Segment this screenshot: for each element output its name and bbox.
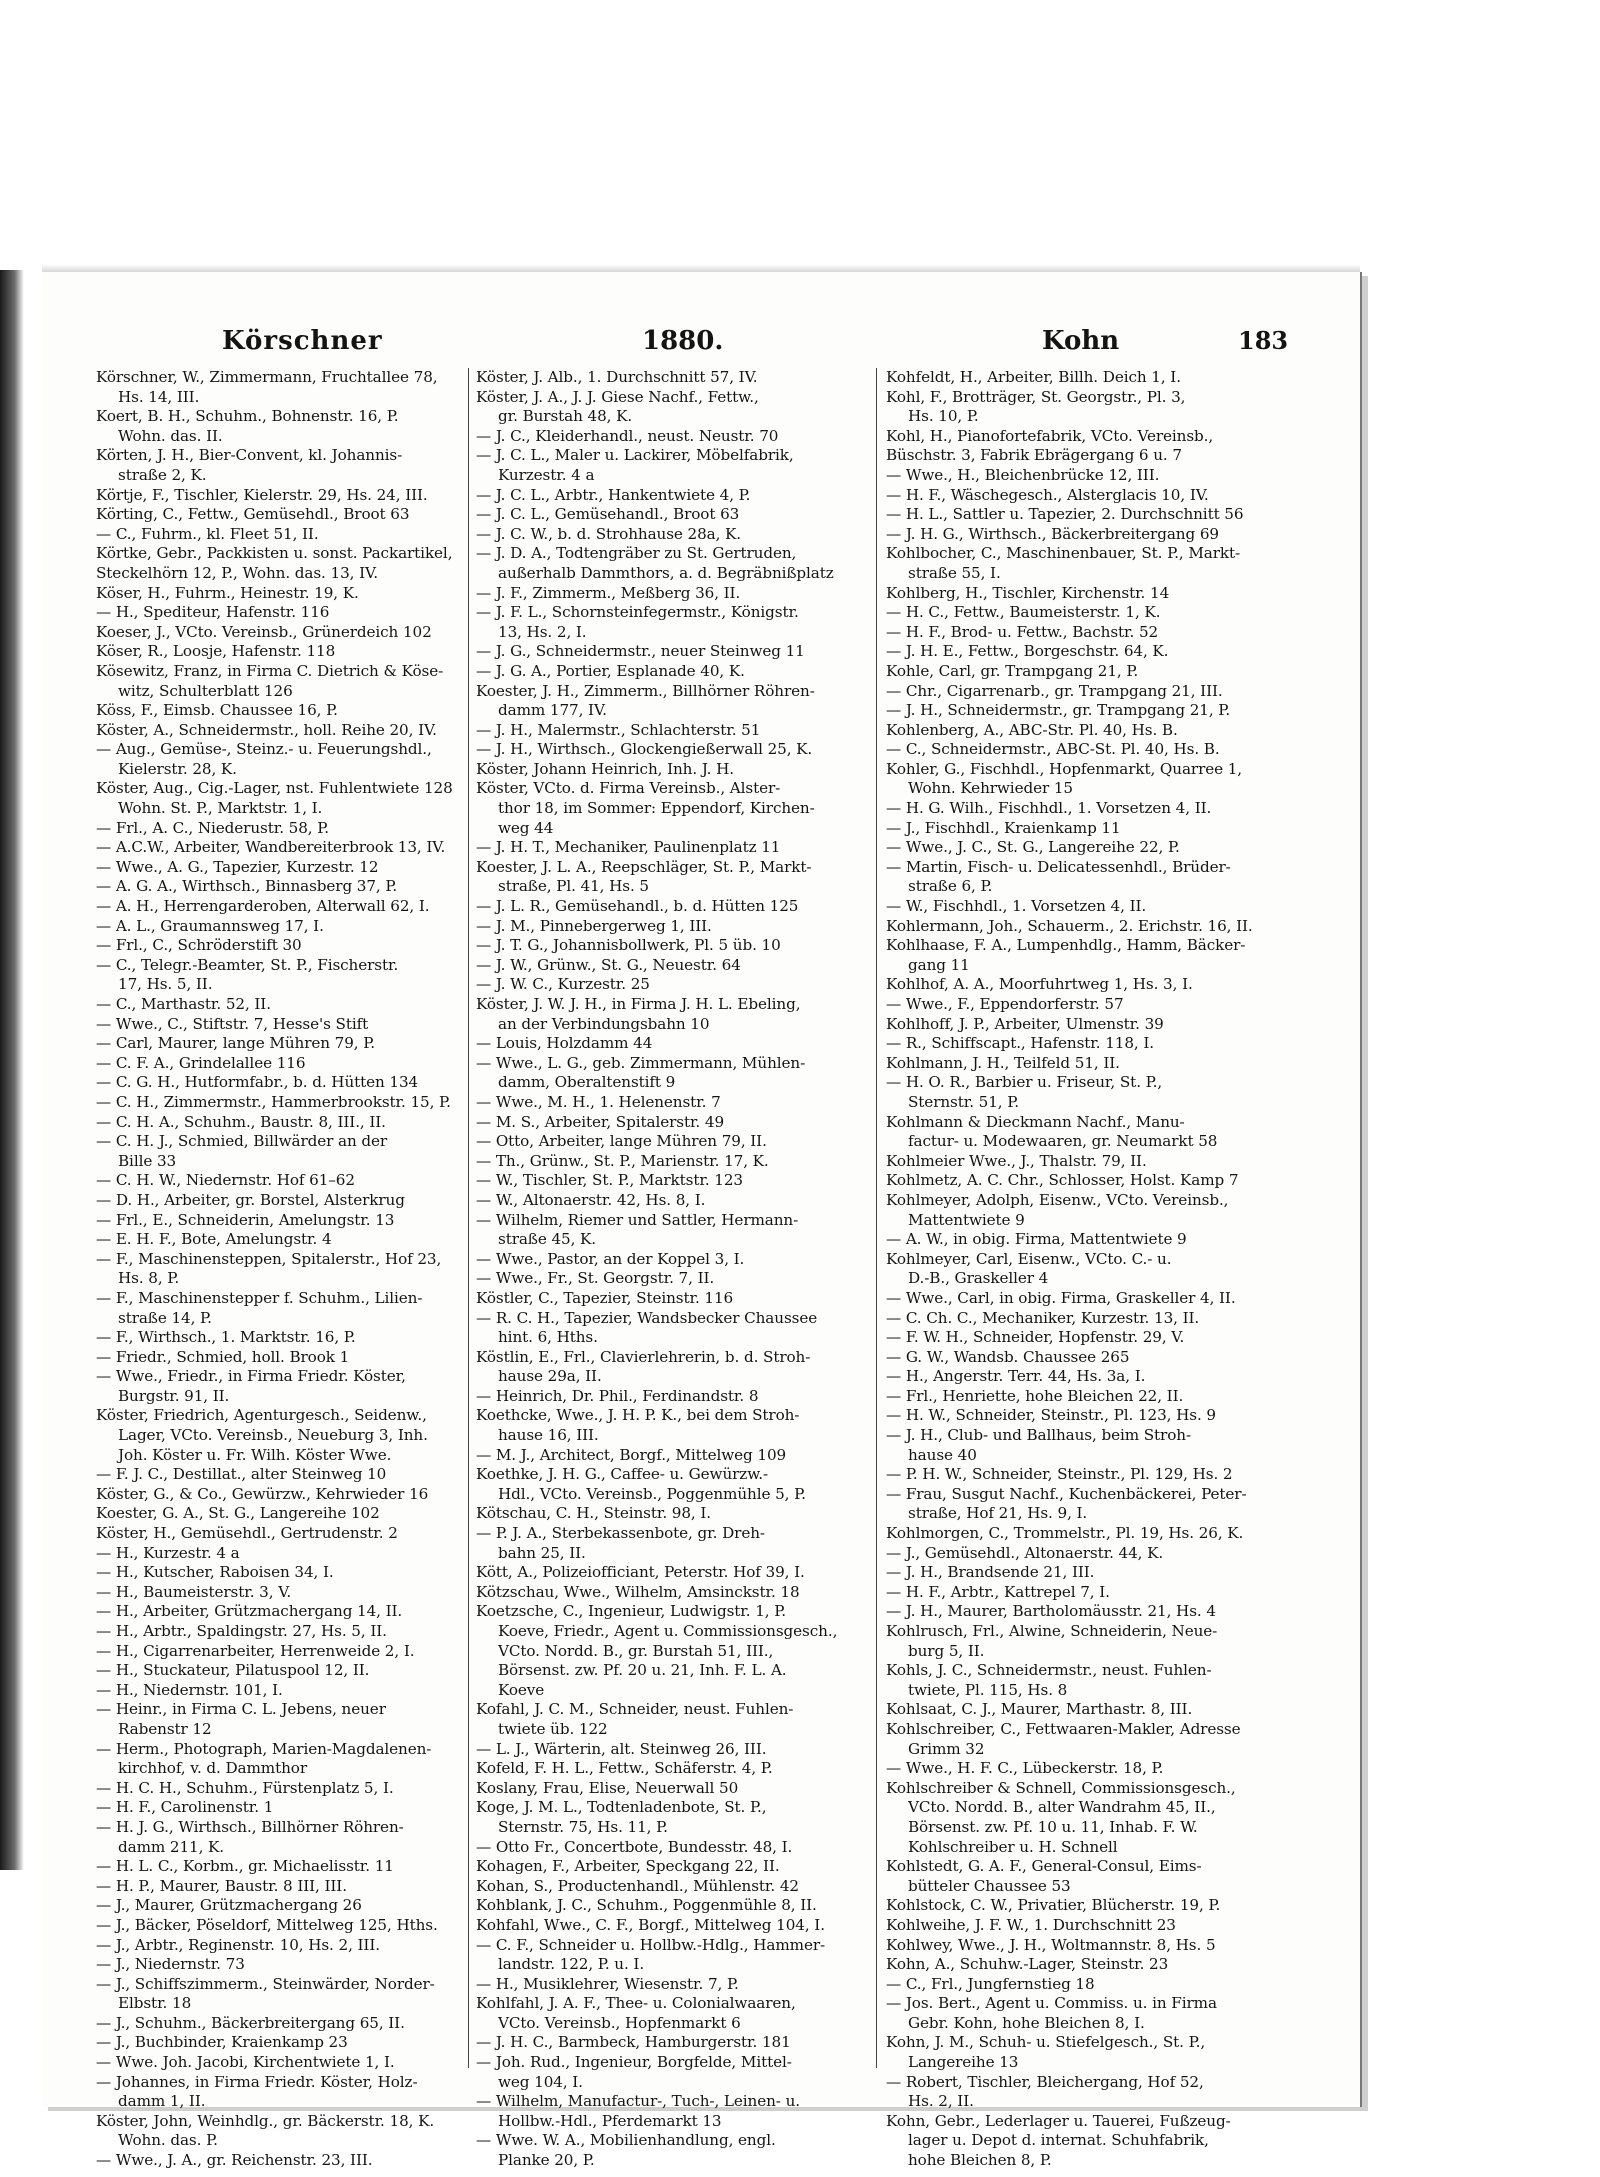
directory-entry-line: Joh. Köster u. Fr. Wilh. Köster Wwe.: [118, 1445, 392, 1464]
directory-entry-line: — Robert, Tischler, Bleichergang, Hof 52,: [886, 2072, 1204, 2091]
directory-entry-line: — Otto, Arbeiter, lange Mühren 79, II.: [476, 1132, 767, 1151]
directory-entry-line: — Wwe., H. F. C., Lübeckerstr. 18, P.: [886, 1759, 1164, 1778]
directory-entry-line: Kohfahl, Wwe., C. F., Borgf., Mittelweg 104, I.: [476, 1915, 825, 1934]
directory-entry-line: Mattentwiete 9: [908, 1210, 1025, 1229]
directory-entry-line: — J., Fischhdl., Kraienkamp 11: [886, 818, 1121, 837]
directory-entry-line: — F. W. H., Schneider, Hopfenstr. 29, V.: [886, 1328, 1185, 1347]
directory-entry-line: Köster, VCto. d. Firma Vereinsb., Alster-: [476, 779, 781, 798]
directory-entry-line: — H., Arbeiter, Grützmachergang 14, II.: [96, 1602, 403, 1621]
directory-entry-line: D.-B., Graskeller 4: [908, 1269, 1049, 1288]
directory-entry-line: — P. H. W., Schneider, Steinstr., Pl. 129, Hs. 2: [886, 1465, 1233, 1484]
directory-entry-line: Wohn. Kehrwieder 15: [908, 779, 1073, 798]
directory-entry-line: Kohlhoff, J. P., Arbeiter, Ulmenstr. 39: [886, 1014, 1164, 1033]
header-right-catchword: Kohn: [1042, 326, 1120, 356]
directory-entry-line: — H. F., Brod- u. Fettw., Bachstr. 52: [886, 622, 1159, 641]
directory-entry-line: — Wwe. W. A., Mobilienhandlung, engl.: [476, 2131, 776, 2150]
directory-entry-line: — J. H., Malermstr., Schlachterstr. 51: [476, 720, 761, 739]
column-divider: [876, 368, 877, 2068]
directory-entry-line: Kohlmorgen, C., Trommelstr., Pl. 19, Hs. 26, K.: [886, 1524, 1244, 1543]
directory-entry-line: — J. D. A., Todtengräber zu St. Gertruden,: [476, 544, 797, 563]
directory-entry-line: Kohlstedt, G. A. F., General-Consul, Eims-: [886, 1857, 1202, 1876]
directory-entry-line: Körten, J. H., Bier-Convent, kl. Johannis-: [96, 446, 403, 465]
directory-entry-line: — J. H., Maurer, Bartholomäusstr. 21, Hs. 4: [886, 1602, 1216, 1621]
directory-entry-line: — Frl., A. C., Niederustr. 58, P.: [96, 818, 330, 837]
directory-entry-line: — Wwe., J. A., gr. Reichenstr. 23, III.: [96, 2151, 373, 2170]
directory-entry-line: Burgstr. 91, II.: [118, 1386, 230, 1405]
directory-entry-line: straße, Pl. 41, Hs. 5: [498, 877, 649, 896]
directory-entry-line: — H., Baumeisterstr. 3, V.: [96, 1582, 292, 1601]
directory-entry-line: — C. H., Zimmermstr., Hammerbrookstr. 15, P.: [96, 1092, 451, 1111]
directory-entry-line: Koeve, Friedr., Agent u. Commissionsgesch.,: [498, 1622, 838, 1640]
directory-entry-line: Sternstr. 51, P.: [908, 1092, 1020, 1111]
directory-entry-line: — J. G. A., Portier, Esplanade 40, K.: [476, 661, 745, 680]
directory-entry-line: Köser, H., Fuhrm., Heinestr. 19, K.: [96, 583, 359, 602]
directory-entry-line: witz, Schulterblatt 126: [118, 681, 293, 700]
directory-entry-line: — Wwe., J. C., St. G., Langereihe 22, P.: [886, 838, 1180, 857]
directory-entry-line: Köster, John, Weinhdlg., gr. Bäckerstr. 18, K.: [96, 2111, 435, 2130]
directory-entry-line: — H. C., Fettw., Baumeisterstr. 1, K.: [886, 603, 1161, 622]
directory-entry-line: — J., Schiffszimmerm., Steinwärder, Norder-: [96, 1974, 435, 1993]
directory-entry-line: — H. O. R., Barbier u. Friseur, St. P.,: [886, 1073, 1163, 1092]
directory-entry-line: bahn 25, II.: [498, 1543, 586, 1562]
directory-entry-line: Wohn. das. P.: [118, 2131, 218, 2150]
directory-entry-line: — R., Schiffscapt., Hafenstr. 118, I.: [886, 1034, 1154, 1053]
directory-entry-line: — J. H., Brandsende 21, III.: [886, 1563, 1095, 1582]
directory-entry-line: Kohle, Carl, gr. Trampgang 21, P.: [886, 661, 1139, 680]
directory-entry-line: Kohblank, J. C., Schuhm., Poggenmühle 8, II.: [476, 1896, 817, 1915]
directory-entry-line: VCto. Nordd. B., gr. Burstah 51, III.,: [498, 1641, 774, 1660]
directory-entry-line: — Wwe., Carl, in obig. Firma, Graskeller 4, II.: [886, 1288, 1236, 1307]
directory-entry-line: — Wwe., Pastor, an der Koppel 3, I.: [476, 1249, 745, 1268]
directory-entry-line: — Wilhelm, Riemer und Sattler, Hermann-: [476, 1210, 799, 1229]
directory-entry-line: — L. J., Wärterin, alt. Steinweg 26, III.: [476, 1739, 767, 1758]
directory-entry-line: Hollbw.-Hdl., Pferdemarkt 13: [498, 2111, 722, 2130]
directory-entry-line: — W., Fischhdl., 1. Vorsetzen 4, II.: [886, 897, 1147, 916]
directory-entry-line: Börsenst. zw. Pf. 20 u. 21, Inh. F. L. A.: [498, 1661, 787, 1680]
directory-entry-line: Kurzestr. 4 a: [498, 465, 595, 484]
directory-entry-line: Hs. 10, P.: [908, 407, 979, 426]
directory-entry-line: Kohler, G., Fischhdl., Hopfenmarkt, Quarree 1,: [886, 759, 1243, 778]
directory-entry-line: — J. H., Schneidermstr., gr. Trampgang 21, P.: [886, 701, 1231, 720]
directory-entry-line: Koester, J. L. A., Reepschläger, St. P., Markt-: [476, 857, 812, 876]
directory-entry-line: — H., Spediteur, Hafenstr. 116: [96, 603, 330, 622]
page-number: 183: [1238, 326, 1289, 355]
directory-entry-line: Planke 20, P.: [498, 2151, 595, 2170]
directory-entry-line: Köss, F., Eimsb. Chaussee 16, P.: [96, 701, 338, 720]
directory-entry-line: Kösewitz, Franz, in Firma C. Dietrich & Köse-: [96, 661, 444, 680]
directory-entry-line: factur- u. Modewaaren, gr. Neumarkt 58: [908, 1132, 1218, 1151]
directory-entry-line: — C. H. W., Niedernstr. Hof 61–62: [96, 1171, 355, 1190]
directory-entry-line: — D. H., Arbeiter, gr. Borstel, Alsterkrug: [96, 1190, 405, 1209]
directory-entry-line: — J. W. C., Kurzestr. 25: [476, 975, 650, 994]
directory-entry-line: Körtke, Gebr., Packkisten u. sonst. Packartikel,: [96, 544, 453, 563]
directory-entry-line: — J. H. E., Fettw., Borgeschstr. 64, K.: [886, 642, 1169, 661]
directory-entry-line: — H. G. Wilh., Fischhdl., 1. Vorsetzen 4, II.: [886, 799, 1212, 818]
directory-entry-line: Kohfeldt, H., Arbeiter, Billh. Deich 1, I.: [886, 368, 1181, 386]
directory-entry-line: Kohlstock, C. W., Privatier, Blücherstr. 19, P.: [886, 1896, 1221, 1915]
directory-entry-line: Kohlwey, Wwe., J. H., Woltmannstr. 8, Hs. 5: [886, 1935, 1216, 1954]
directory-entry-line: — C., Fuhrm., kl. Fleet 51, II.: [96, 524, 319, 543]
directory-entry-line: Lager, VCto. Vereinsb., Neueburg 3, Inh.: [118, 1426, 428, 1445]
directory-entry-line: Köster, Friedrich, Agenturgesch., Seidenw.,: [96, 1406, 427, 1425]
directory-entry-line: Kohlfahl, J. A. F., Thee- u. Colonialwaaren,: [476, 1994, 796, 2013]
directory-entry-line: — J. H., Club- und Ballhaus, beim Stroh-: [886, 1426, 1191, 1445]
directory-entry-line: straße 55, I.: [908, 563, 1001, 582]
directory-entry-line: gr. Burstah 48, K.: [498, 407, 633, 426]
directory-entry-line: straße 45, K.: [498, 1230, 597, 1249]
directory-entry-line: — C., Frl., Jungfernstieg 18: [886, 1974, 1095, 1993]
directory-entry-line: — J. C. W., b. d. Strohhause 28a, K.: [476, 524, 742, 543]
directory-entry-line: — Herm., Photograph, Marien-Magdalenen-: [96, 1739, 432, 1758]
directory-entry-line: — Joh. Rud., Ingenieur, Borgfelde, Mittel-: [476, 2053, 792, 2072]
directory-entry-line: twiete, Pl. 115, Hs. 8: [908, 1680, 1068, 1699]
directory-entry-line: Koetzsche, C., Ingenieur, Ludwigstr. 1, P.: [476, 1602, 787, 1621]
directory-entry-line: Kohlweihe, J. F. W., 1. Durchschnitt 23: [886, 1915, 1176, 1934]
directory-entry-line: Kohls, J. C., Schneidermstr., neust. Fuhlen-: [886, 1661, 1212, 1680]
directory-entry-line: Koeser, J., VCto. Vereinsb., Grünerdeich 102: [96, 622, 432, 641]
directory-entry-line: — Wilhelm, Manufactur-, Tuch-, Leinen- u.: [476, 2092, 800, 2111]
directory-entry-line: Rabenstr 12: [118, 1719, 212, 1738]
directory-entry-line: — A. W., in obig. Firma, Mattentwiete 9: [886, 1230, 1187, 1249]
directory-entry-line: — Martin, Fisch- u. Delicatessenhdl., Brüder-: [886, 857, 1231, 876]
directory-entry-line: Kohlmeyer, Carl, Eisenw., VCto. C.- u.: [886, 1249, 1172, 1268]
directory-entry-line: — J. W., Grünw., St. G., Neuestr. 64: [476, 955, 741, 974]
directory-entry-line: — H. P., Maurer, Baustr. 8 III, III.: [96, 1876, 347, 1895]
directory-entry-line: damm, Oberaltenstift 9: [498, 1073, 676, 1092]
directory-entry-line: straße 6, P.: [908, 877, 993, 896]
directory-entry-line: Langereihe 13: [908, 2053, 1019, 2072]
directory-entry-line: — J. H. T., Mechaniker, Paulinenplatz 11: [476, 838, 781, 857]
directory-entry-line: Wohn. das. II.: [118, 426, 223, 445]
directory-entry-line: Kohlhof, A. A., Moorfuhrtweg 1, Hs. 3, I.: [886, 975, 1193, 994]
directory-entry-line: — H. C. H., Schuhm., Fürstenplatz 5, I.: [96, 1778, 394, 1797]
directory-entry-line: weg 44: [498, 818, 554, 837]
directory-entry-line: — J. C. L., Gemüsehandl., Broot 63: [476, 505, 740, 524]
directory-entry-line: straße 2, K.: [118, 465, 207, 484]
directory-entry-line: — J., Bäcker, Pöseldorf, Mittelweg 125, Hths.: [96, 1915, 438, 1934]
directory-entry-line: Bille 33: [118, 1151, 177, 1170]
directory-entry-line: — Frl., Henriette, hohe Bleichen 22, II.: [886, 1386, 1184, 1405]
directory-entry-line: Köster, J. Alb., 1. Durchschnitt 57, IV.: [476, 368, 758, 386]
directory-entry-line: — H., Kurzestr. 4 a: [96, 1543, 240, 1562]
directory-entry-line: Kielerstr. 28, K.: [118, 759, 237, 778]
directory-entry-line: — Wwe. Joh. Jacobi, Kirchentwiete 1, I.: [96, 2053, 395, 2072]
directory-entry-line: — Louis, Holzdamm 44: [476, 1034, 653, 1053]
directory-entry-line: Börsenst. zw. Pf. 10 u. 11, Inhab. F. W.: [908, 1817, 1198, 1836]
directory-column-3: [886, 368, 1261, 2170]
directory-entry-line: landstr. 122, P. u. I.: [498, 1955, 645, 1974]
directory-entry-line: — H. F., Carolinenstr. 1: [96, 1798, 274, 1817]
directory-entry-line: Kohlrusch, Frl., Alwine, Schneiderin, Neue-: [886, 1622, 1218, 1640]
directory-column-2: [476, 368, 851, 2170]
directory-entry-line: — J., Gemüsehdl., Altonaerstr. 44, K.: [886, 1543, 1164, 1562]
directory-entry-line: — J. C. L., Maler u. Lackirer, Möbelfabrik,: [476, 446, 794, 465]
directory-entry-line: — C. H. A., Schuhm., Baustr. 8, III., II.: [96, 1112, 386, 1131]
directory-entry-line: — P. J. A., Sterbekassenbote, gr. Dreh-: [476, 1524, 765, 1543]
directory-entry-line: Kohlbocher, C., Maschinenbauer, St. P., Markt-: [886, 544, 1241, 563]
directory-entry-line: an der Verbindungsbahn 10: [498, 1014, 710, 1033]
directory-entry-line: — J. T. G., Johannisbollwerk, Pl. 5 üb. 10: [476, 936, 781, 955]
directory-entry-line: Koethke, J. H. G., Caffee- u. Gewürzw.-: [476, 1465, 769, 1484]
directory-entry-line: — Wwe., H., Bleichenbrücke 12, III.: [886, 465, 1160, 484]
directory-entry-line: Kött, A., Polizeiofficiant, Peterstr. Hof 39, I.: [476, 1563, 805, 1582]
directory-entry-line: VCto. Vereinsb., Hopfenmarkt 6: [498, 2013, 741, 2032]
directory-entry-line: Köser, R., Loosje, Hafenstr. 118: [96, 642, 336, 661]
directory-entry-line: — Wwe., Friedr., in Firma Friedr. Köster,: [96, 1367, 406, 1386]
directory-entry-line: — H., Stuckateur, Pilatuspool 12, II.: [96, 1661, 370, 1680]
directory-entry-line: Kohlmeier Wwe., J., Thalstr. 79, II.: [886, 1151, 1147, 1170]
directory-entry-line: — Wwe., F., Eppendorferstr. 57: [886, 995, 1124, 1013]
directory-entry-line: — C. F. A., Grindelallee 116: [96, 1053, 306, 1072]
directory-entry-line: Kohn, Gebr., Lederlager u. Tauerei, Fußzeug-: [886, 2111, 1231, 2130]
directory-entry-line: — Heinrich, Dr. Phil., Ferdinandstr. 8: [476, 1386, 759, 1405]
directory-entry-line: — W., Tischler, St. P., Marktstr. 123: [476, 1171, 743, 1190]
directory-entry-line: — M. S., Arbeiter, Spitalerstr. 49: [476, 1112, 725, 1131]
directory-entry-line: Kohlhaase, F. A., Lumpenhdlg., Hamm, Bäcker-: [886, 936, 1246, 955]
directory-entry-line: Kohlmann, J. H., Teilfeld 51, II.: [886, 1053, 1120, 1072]
directory-entry-line: — H., Niedernstr. 101, I.: [96, 1680, 283, 1699]
directory-entry-line: — J. G., Schneidermstr., neuer Steinweg 11: [476, 642, 805, 661]
directory-entry-line: Hs. 2, II.: [908, 2092, 974, 2111]
directory-entry-line: — J., Maurer, Grützmachergang 26: [96, 1896, 362, 1915]
directory-entry-line: Köster, G., & Co., Gewürzw., Kehrwieder 16: [96, 1484, 429, 1503]
directory-entry-line: 13, Hs. 2, I.: [498, 622, 587, 641]
directory-entry-line: Köstler, C., Tapezier, Steinstr. 116: [476, 1288, 734, 1307]
directory-entry-line: Büschstr. 3, Fabrik Ebrägergang 6 u. 7: [886, 446, 1182, 465]
directory-entry-line: Koethcke, Wwe., J. H. P. K., bei dem Stroh-: [476, 1406, 800, 1425]
directory-entry-line: straße, Hof 21, Hs. 9, I.: [908, 1504, 1088, 1523]
directory-entry-line: Köster, H., Gemüsehdl., Gertrudenstr. 2: [96, 1524, 398, 1543]
directory-entry-line: burg 5, II.: [908, 1641, 985, 1660]
directory-entry-line: damm 177, IV.: [498, 701, 607, 720]
directory-entry-line: hint. 6, Hths.: [498, 1328, 598, 1347]
directory-entry-line: — C. H. J., Schmied, Billwärder an der: [96, 1132, 388, 1151]
directory-entry-line: — J. F., Zimmerm., Meßberg 36, II.: [476, 583, 741, 602]
directory-entry-line: — F., Wirthsch., 1. Marktstr. 16, P.: [96, 1328, 356, 1347]
directory-entry-line: Kohan, S., Productenhandl., Mühlenstr. 42: [476, 1876, 799, 1895]
directory-entry-line: — Friedr., Schmied, holl. Brook 1: [96, 1347, 350, 1366]
header-year: 1880.: [642, 326, 724, 356]
page-top-edge: [42, 264, 1360, 272]
directory-entry-line: Körting, C., Fettw., Gemüsehdl., Broot 63: [96, 505, 410, 524]
directory-entry-line: — H., Angerstr. Terr. 44, Hs. 3a, I.: [886, 1367, 1146, 1386]
directory-entry-line: kirchhof, v. d. Dammthor: [118, 1759, 307, 1778]
directory-entry-line: Kohlmetz, A. C. Chr., Schlosser, Holst. Kamp 7: [886, 1171, 1239, 1190]
directory-entry-line: Kohlberg, H., Tischler, Kirchenstr. 14: [886, 583, 1170, 602]
directory-column-1: [96, 368, 471, 2170]
directory-entry-line: — Frl., E., Schneiderin, Amelungstr. 13: [96, 1210, 395, 1229]
left-page-edge-shadow: [0, 270, 24, 1870]
directory-entry-line: Elbstr. 18: [118, 1994, 192, 2013]
directory-entry-line: — J. L. R., Gemüsehandl., b. d. Hütten 125: [476, 897, 799, 916]
directory-entry-line: — C., Schneidermstr., ABC-St. Pl. 40, Hs. B.: [886, 740, 1220, 759]
directory-entry-line: — A. G. A., Wirthsch., Binnasberg 37, P.: [96, 877, 398, 896]
directory-entry-line: — E. H. F., Bote, Amelungstr. 4: [96, 1230, 332, 1249]
directory-entry-line: Koester, J. H., Zimmerm., Billhörner Röhren-: [476, 681, 815, 700]
directory-entry-line: Körschner, W., Zimmermann, Fruchtallee 78,: [96, 368, 438, 386]
directory-entry-line: — J., Arbtr., Reginenstr. 10, Hs. 2, III.: [96, 1935, 380, 1954]
directory-entry-line: — H. L. C., Korbm., gr. Michaelisstr. 11: [96, 1857, 394, 1876]
directory-entry-line: Koert, B. H., Schuhm., Bohnenstr. 16, P.: [96, 407, 399, 426]
directory-entry-line: — Frau, Susgut Nachf., Kuchenbäckerei, Peter-: [886, 1484, 1247, 1503]
directory-entry-line: Köster, Johann Heinrich, Inh. J. H.: [476, 759, 734, 778]
directory-entry-line: — Frl., C., Schröderstift 30: [96, 936, 302, 955]
directory-entry-line: — J. F. L., Schornsteinfegermstr., Königstr.: [476, 603, 799, 622]
directory-entry-line: — Wwe., Fr., St. Georgstr. 7, II.: [476, 1269, 715, 1288]
directory-entry-line: — A. H., Herrengarderoben, Alterwall 62, I.: [96, 897, 430, 916]
directory-entry-line: — H. J. G., Wirthsch., Billhörner Röhren-: [96, 1817, 404, 1836]
directory-entry-line: — Carl, Maurer, lange Mühren 79, P.: [96, 1034, 375, 1053]
directory-entry-line: — C., Marthastr. 52, II.: [96, 995, 271, 1013]
directory-entry-line: — H. W., Schneider, Steinstr., Pl. 123, Hs. 9: [886, 1406, 1216, 1425]
directory-entry-line: bütteler Chaussee 53: [908, 1876, 1071, 1895]
directory-entry-line: — Aug., Gemüse-, Steinz.- u. Feuerungshdl.,: [96, 740, 432, 759]
directory-entry-line: weg 104, I.: [498, 2072, 583, 2091]
directory-entry-line: — Wwe., L. G., geb. Zimmermann, Mühlen-: [476, 1053, 806, 1072]
directory-entry-line: — H., Kutscher, Raboisen 34, I.: [96, 1563, 334, 1582]
directory-entry-line: Kötzschau, Wwe., Wilhelm, Amsinckstr. 18: [476, 1582, 800, 1601]
directory-entry-line: Köster, A., Schneidermstr., holl. Reihe 20, IV.: [96, 720, 437, 739]
directory-entry-line: — Heinr., in Firma C. L. Jebens, neuer: [96, 1700, 386, 1719]
directory-entry-line: Steckelhörn 12, P., Wohn. das. 13, IV.: [96, 563, 378, 582]
directory-entry-line: — C. F., Schneider u. Hollbw.-Hdlg., Hammer-: [476, 1935, 826, 1954]
directory-entry-line: — J., Buchbinder, Kraienkamp 23: [96, 2033, 348, 2052]
directory-entry-line: — H. F., Arbtr., Kattrepel 7, I.: [886, 1582, 1110, 1601]
directory-entry-line: hause 16, III.: [498, 1426, 599, 1445]
directory-entry-line: Hs. 14, III.: [118, 387, 200, 406]
directory-entry-line: — J. C., Kleiderhandl., neust. Neustr. 70: [476, 426, 779, 445]
directory-entry-line: VCto. Nordd. B., alter Wandrahm 45, II.,: [908, 1798, 1216, 1817]
directory-entry-line: Kohlschreiber, C., Fettwaaren-Makler, Adresse: [886, 1719, 1241, 1738]
directory-entry-line: — Johannes, in Firma Friedr. Köster, Holz-: [96, 2072, 418, 2091]
directory-entry-line: — J. H., Wirthsch., Glockengießerwall 25, K.: [476, 740, 813, 759]
directory-entry-line: Gebr. Kohn, hohe Bleichen 8, I.: [908, 2013, 1145, 2032]
directory-entry-line: Körtje, F., Tischler, Kielerstr. 29, Hs. 24, III.: [96, 485, 428, 504]
directory-entry-line: — H., Arbtr., Spaldingstr. 27, Hs. 5, II.: [96, 1622, 387, 1640]
directory-entry-line: — J. H. G., Wirthsch., Bäckerbreitergang 69: [886, 524, 1219, 543]
directory-entry-line: — H., Cigarrenarbeiter, Herrenweide 2, I.: [96, 1641, 415, 1660]
directory-entry-line: hause 40: [908, 1445, 977, 1464]
directory-entry-line: — J., Niedernstr. 73: [96, 1955, 245, 1974]
directory-entry-line: Koge, J. M. L., Todtenladenbote, St. P.,: [476, 1798, 767, 1817]
directory-entry-line: — C. G. H., Hutformfabr., b. d. Hütten 134: [96, 1073, 419, 1092]
directory-entry-line: Hdl., VCto. Vereinsb., Poggenmühle 5, P.: [498, 1484, 806, 1503]
directory-entry-line: — H., Musiklehrer, Wiesenstr. 7, P.: [476, 1974, 739, 1993]
directory-entry-line: hohe Bleichen 8, P.: [908, 2151, 1052, 2170]
directory-entry-line: Köster, J. A., J. J. Giese Nachf., Fettw.,: [476, 387, 759, 406]
directory-entry-line: Kohlsaat, C. J., Maurer, Marthastr. 8, III.: [886, 1700, 1193, 1719]
directory-entry-line: Kohlschreiber & Schnell, Commissionsgesch.,: [886, 1778, 1236, 1797]
directory-entry-line: — F., Maschinensteppen, Spitalerstr., Hof 23,: [96, 1249, 442, 1268]
directory-entry-line: twiete üb. 122: [498, 1719, 608, 1738]
directory-entry-line: straße 14, P.: [118, 1308, 212, 1327]
directory-entry-line: — M. J., Architect, Borgf., Mittelweg 109: [476, 1445, 787, 1464]
directory-entry-line: damm 1, II.: [118, 2092, 206, 2111]
directory-entry-line: — J. C. L., Arbtr., Hankentwiete 4, P.: [476, 485, 751, 504]
directory-entry-line: thor 18, im Sommer: Eppendorf, Kirchen-: [498, 799, 815, 818]
directory-entry-line: — J. M., Pinnebergerweg 1, III.: [476, 916, 712, 935]
directory-entry-line: Koslany, Frau, Elise, Neuerwall 50: [476, 1778, 739, 1797]
directory-entry-line: — Chr., Cigarrenarb., gr. Trampgang 21, III.: [886, 681, 1223, 700]
directory-entry-line: Koeve: [498, 1680, 545, 1699]
directory-entry-line: — Otto Fr., Concertbote, Bundesstr. 48, I.: [476, 1837, 793, 1856]
directory-entry-line: hause 29a, II.: [498, 1367, 602, 1386]
directory-entry-line: Kohlmeyer, Adolph, Eisenw., VCto. Vereinsb.,: [886, 1190, 1229, 1209]
directory-entry-line: außerhalb Dammthors, a. d. Begräbnißplatz: [498, 563, 834, 582]
page-header: [42, 326, 1289, 366]
directory-entry-line: — F. J. C., Destillat., alter Steinweg 10: [96, 1465, 387, 1484]
directory-entry-line: — Th., Grünw., St. P., Marienstr. 17, K.: [476, 1151, 769, 1170]
directory-entry-line: — Wwe., A. G., Tapezier, Kurzestr. 12: [96, 857, 379, 876]
directory-entry-line: — Wwe., C., Stiftstr. 7, Hesse's Stift: [96, 1014, 369, 1033]
directory-entry-line: — J. H. C., Barmbeck, Hamburgerstr. 181: [476, 2033, 791, 2052]
directory-entry-line: lager u. Depot d. internat. Schuhfabrik,: [908, 2131, 1209, 2150]
directory-entry-line: Köster, Aug., Cig.-Lager, nst. Fuhlentwiete 128: [96, 779, 453, 798]
directory-entry-line: — Jos. Bert., Agent u. Commiss. u. in Firma: [886, 1994, 1217, 2013]
directory-entry-line: Köstlin, E., Frl., Clavierlehrerin, b. d. Stroh-: [476, 1347, 811, 1366]
header-left-catchword: Körschner: [222, 326, 383, 356]
directory-entry-line: — A. L., Graumannsweg 17, I.: [96, 916, 324, 935]
directory-entry-line: — A.C.W., Arbeiter, Wandbereiterbrook 13, IV.: [96, 838, 446, 857]
directory-entry-line: — F., Maschinenstepper f. Schuhm., Lilien-: [96, 1288, 423, 1307]
directory-entry-line: — C. Ch. C., Mechaniker, Kurzestr. 13, II.: [886, 1308, 1200, 1327]
directory-entry-line: 17, Hs. 5, II.: [118, 975, 213, 994]
directory-entry-line: — H. L., Sattler u. Tapezier, 2. Durchschnitt 56: [886, 505, 1244, 524]
directory-entry-line: damm 211, K.: [118, 1837, 225, 1856]
directory-entry-line: Kohagen, F., Arbeiter, Speckgang 22, II.: [476, 1857, 780, 1876]
directory-entry-line: Wohn. St. P., Marktstr. 1, I.: [118, 799, 323, 818]
directory-entry-line: Hs. 8, P.: [118, 1269, 180, 1288]
directory-entry-line: Kofeld, F. H. L., Fettw., Schäferstr. 4, P.: [476, 1759, 773, 1778]
directory-entry-line: — H. F., Wäschegesch., Alsterglacis 10, IV.: [886, 485, 1209, 504]
directory-entry-line: — Wwe., M. H., 1. Helenenstr. 7: [476, 1092, 721, 1111]
directory-entry-line: Kofahl, J. C. M., Schneider, neust. Fuhlen-: [476, 1700, 794, 1719]
directory-entry-line: Köster, J. W. J. H., in Firma J. H. L. Ebeling,: [476, 995, 801, 1013]
directory-entry-line: Kohl, H., Pianofortefabrik, VCto. Vereinsb.,: [886, 426, 1214, 445]
directory-entry-line: — W., Altonaerstr. 42, Hs. 8, I.: [476, 1190, 706, 1209]
directory-entry-line: Kohlermann, Joh., Schauerm., 2. Erichstr. 16, II.: [886, 916, 1253, 935]
directory-entry-line: Kohlmann & Dieckmann Nachf., Manu-: [886, 1112, 1185, 1131]
directory-entry-line: — R. C. H., Tapezier, Wandsbecker Chaussee: [476, 1308, 818, 1327]
directory-entry-line: Grimm 32: [908, 1739, 985, 1758]
directory-entry-line: Sternstr. 75, Hs. 11, P.: [498, 1817, 668, 1836]
directory-entry-line: Kohlschreiber u. H. Schnell: [908, 1837, 1118, 1856]
directory-entry-line: Kötschau, C. H., Steinstr. 98, I.: [476, 1504, 712, 1523]
directory-entry-line: Kohn, A., Schuhw.-Lager, Steinstr. 23: [886, 1955, 1169, 1974]
directory-entry-line: Kohl, F., Brotträger, St. Georgstr., Pl. 3,: [886, 387, 1186, 406]
directory-entry-line: — G. W., Wandsb. Chaussee 265: [886, 1347, 1130, 1366]
directory-entry-line: Koester, G. A., St. G., Langereihe 102: [96, 1504, 380, 1523]
directory-entry-line: Kohn, J. M., Schuh- u. Stiefelgesch., St. P.,: [886, 2033, 1206, 2052]
directory-entry-line: Kohlenberg, A., ABC-Str. Pl. 40, Hs. B.: [886, 720, 1178, 739]
directory-entry-line: — C., Telegr.-Beamter, St. P., Fischerstr.: [96, 955, 399, 974]
directory-entry-line: — J., Schuhm., Bäckerbreitergang 65, II.: [96, 2013, 405, 2032]
directory-entry-line: gang 11: [908, 955, 970, 974]
